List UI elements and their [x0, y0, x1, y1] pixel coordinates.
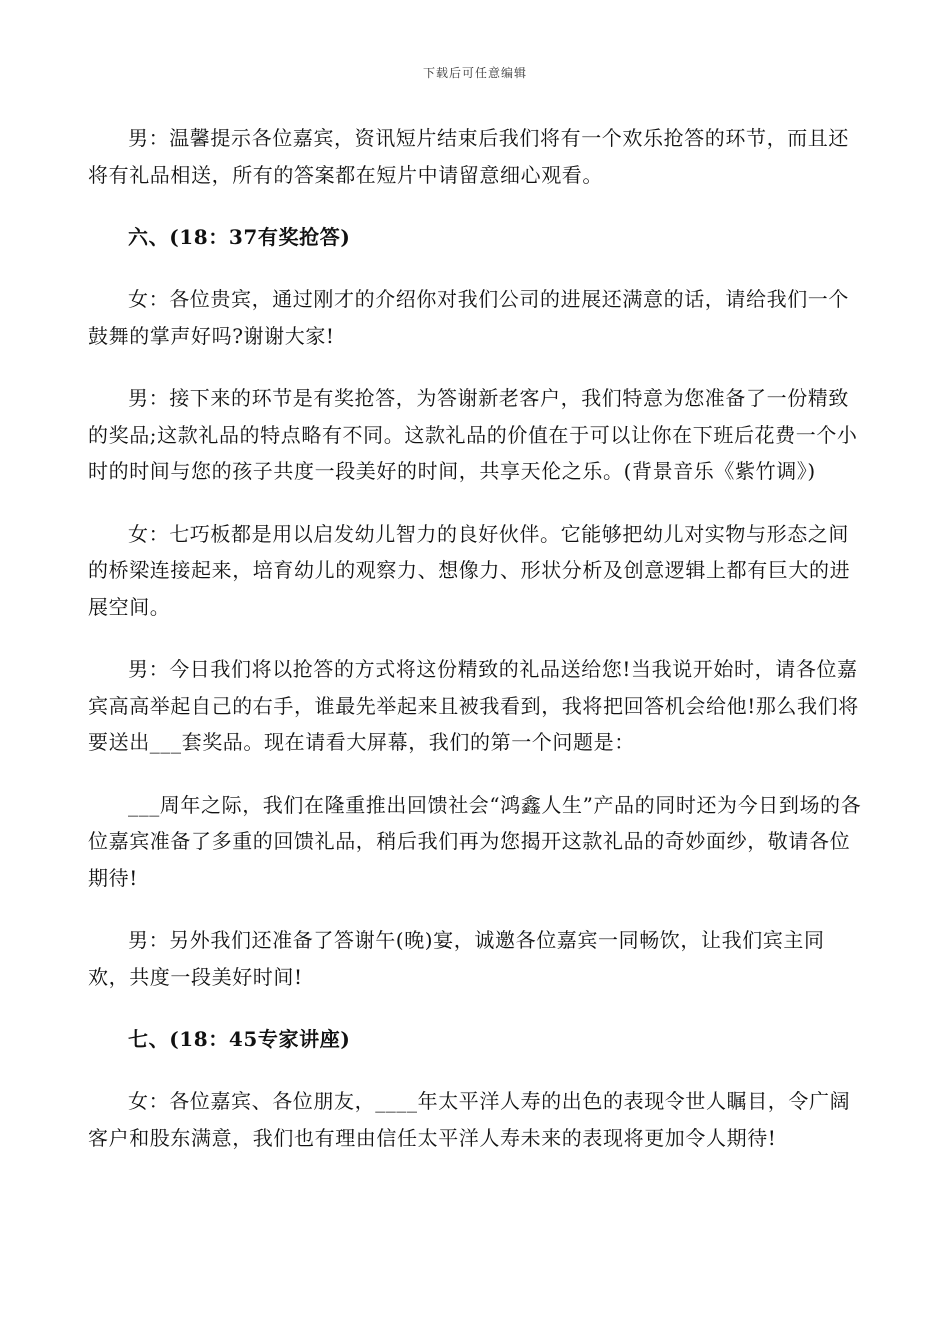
paragraph-reminder: 男：温馨提示各位嘉宾，资讯短片结束后我们将有一个欢乐抢答的环节，而且还将有礼品相送，所有的答案都在短片中请留意细心观看。 — [88, 126, 849, 187]
paragraph-quiz-intro: 男：接下来的环节是有奖抢答，为答谢新老客户，我们特意为您准备了一份精致的奖品;这款礼品的特点略有不同。这款礼品的价值在于可以让你在下班后花费一个小时的时间与您的孩子共度一段美好的时间，共享天伦之乐。(背景音乐《紫竹调》) — [88, 386, 858, 483]
paragraph-tangram: 女：七巧板都是用以启发幼儿智力的良好伙伴。它能够把幼儿对实物与形态之间的桥梁连接起来，培育幼儿的观察力、想像力、形状分析及创意逻辑上都有巨大的进展空间。 — [88, 521, 851, 619]
document-body — [88, 120, 863, 1182]
paragraph-quiz-rules: 男：今日我们将以抢答的方式将这份精致的礼品送给您!当我说开始时，请各位嘉宾高高举起自己的右手，谁最先举起来且被我看到，我将把回答机会给他!那么我们将要送出___套奖品。现在请看大屏幕，我们的第一个问题是： — [88, 657, 859, 754]
paragraph-applause: 女：各位贵宾，通过刚才的介绍你对我们公司的进展还满意的话，请给我们一个鼓舞的掌声好吗?谢谢大家! — [88, 287, 849, 348]
section-heading-lecture: 七、(18：45专家讲座) — [128, 1027, 351, 1051]
paragraph-lecture-intro: 女：各位嘉宾、各位朋友，____年太平洋人寿的出色的表现令世人瞩目，令广阔客户和股东满意，我们也有理由信任太平洋人寿未来的表现将更加令人期待! — [88, 1089, 851, 1150]
paragraph-banquet: 男：另外我们还准备了答谢午(晚)宴，诚邀各位嘉宾一同畅饮，让我们宾主同欢，共度一段美好时间! — [88, 928, 825, 989]
paragraph-anniversary: ___周年之际，我们在隆重推出回馈社会“鸿鑫人生”产品的同时还为今日到场的各位嘉宾准备了多重的回馈礼品，稍后我们再为您揭开这款礼品的奇妙面纱，敬请各位期待! — [88, 792, 862, 890]
page-header-note: 下载后可任意编辑 — [422, 66, 527, 80]
section-heading-quiz: 六、(18：37有奖抢答) — [128, 225, 351, 249]
